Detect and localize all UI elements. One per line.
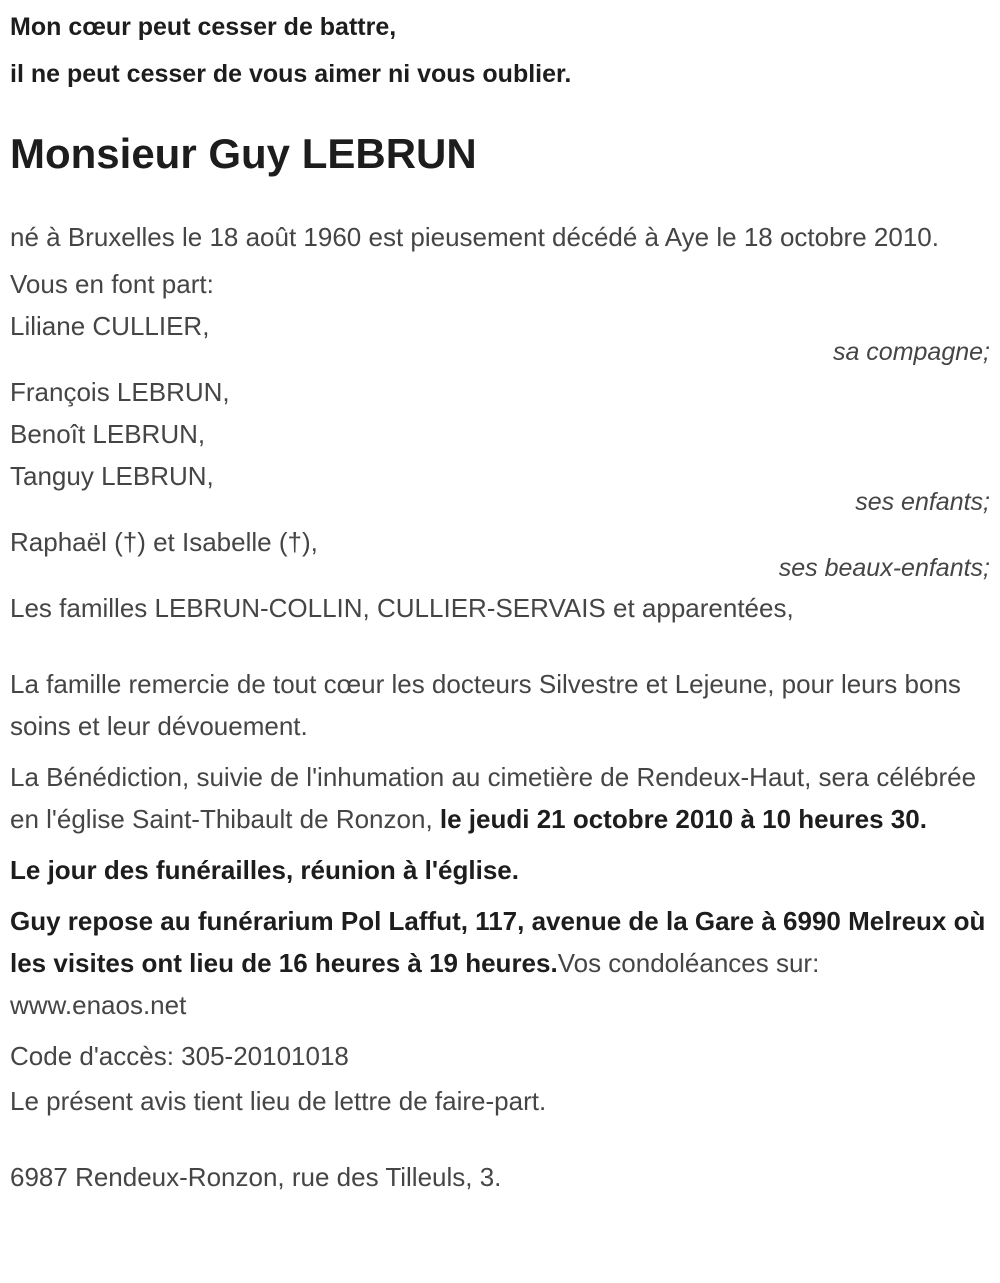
family-member-name: Benoît LEBRUN, (10, 419, 206, 449)
family-member-name: Raphaël (†) et Isabelle (†), (10, 527, 318, 557)
funerarium-paragraph (10, 900, 990, 1026)
funerarium-bold-text: Guy repose au funérarium Pol Laffut, 117, avenue de la Gare à 6990 Melreux où les visites ont lieu de 16 heures à 19 heures. (10, 906, 986, 978)
announced-by-label: Vous en font part: (10, 269, 214, 299)
ceremony-paragraph (10, 756, 990, 840)
faire-part-line: Le présent avis tient lieu de lettre de faire-part. (10, 1086, 547, 1116)
relation-label: sa compagne; (832, 338, 990, 366)
epigraph-line-1: Mon cœur peut cesser de battre, (10, 13, 397, 41)
deceased-name-title: Monsieur Guy LEBRUN (10, 130, 477, 177)
ceremony-date-bold: le jeudi 21 octobre 2010 à 10 heures 30. (439, 804, 927, 834)
family-member-name: François LEBRUN, (10, 377, 230, 407)
address-line: 6987 Rendeux-Ronzon, rue des Tilleuls, 3. (10, 1162, 502, 1192)
access-code-line: Code d'accès: 305-20101018 (10, 1041, 349, 1071)
relation-label: ses enfants; (855, 488, 990, 516)
meeting-line: Le jour des funérailles, réunion à l'église. (10, 855, 519, 885)
family-member-name: Tanguy LEBRUN, (10, 461, 214, 491)
relation-label: ses beaux-enfants; (778, 554, 990, 582)
family-group-stepchildren (10, 521, 990, 581)
death-announcement: né à Bruxelles le 18 août 1960 est pieusement décédé à Aye le 18 octobre 2010. (10, 222, 939, 252)
epigraph-line-2: il ne peut cesser de vous aimer ni vous oublier. (10, 60, 572, 88)
family-group-companion (10, 305, 990, 365)
condolences-text: Vos condoléances sur: www.enaos.net (10, 948, 820, 1020)
family-member-name: Liliane CULLIER, (10, 311, 210, 341)
ceremony-text: La Bénédiction, suivie de l'inhumation au cimetière de Rendeux-Haut, sera célébrée en l'église Saint-Thibault de Ronzon, (10, 762, 977, 834)
thanks-paragraph: La famille remercie de tout cœur les docteurs Silvestre et Lejeune, pour leurs bons soins et leur dévouement. (10, 669, 961, 741)
families-line: Les familles LEBRUN-COLLIN, CULLIER-SERVAIS et apparentées, (10, 593, 794, 623)
family-group-children (10, 371, 990, 515)
